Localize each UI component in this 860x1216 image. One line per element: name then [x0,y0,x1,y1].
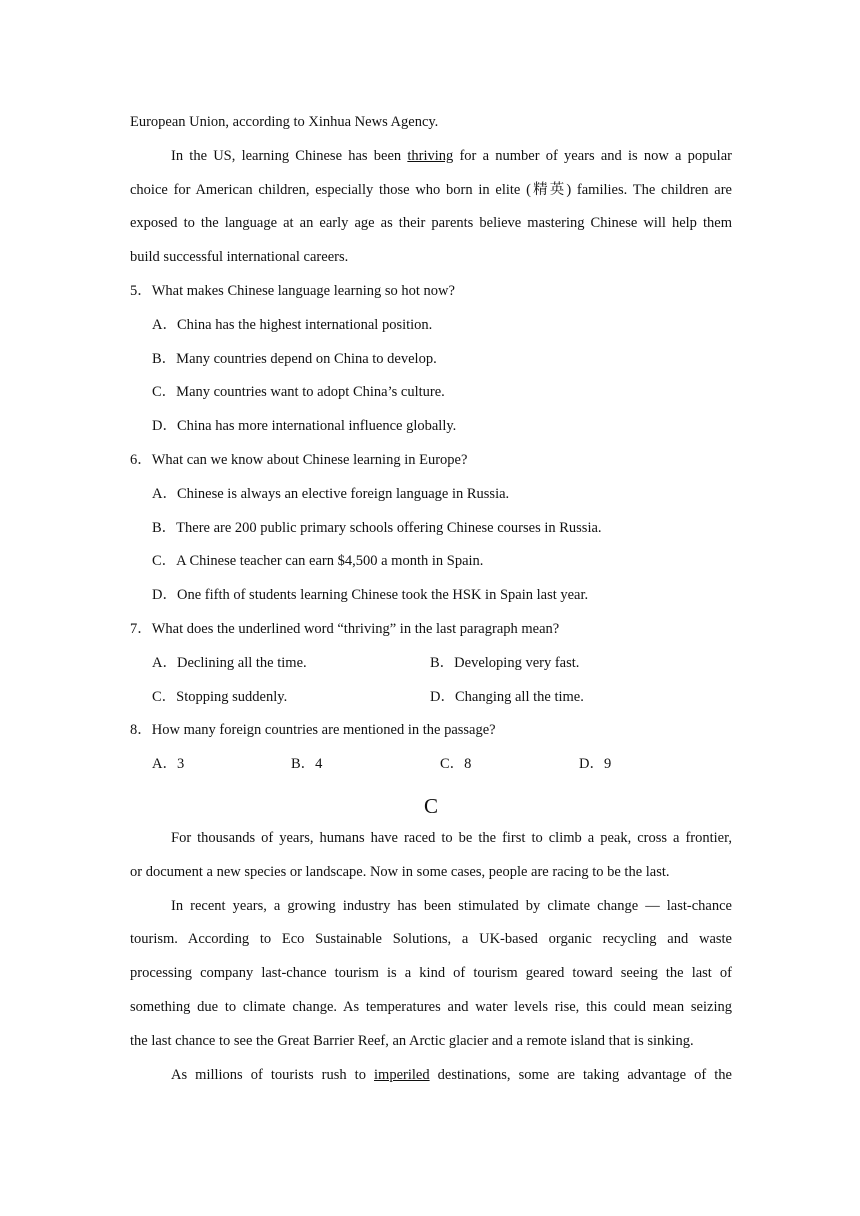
question-6-option-a: A．Chinese is always an elective foreign language in Russia. [152,485,510,502]
question-7-option-b: B．Developing very fast. [430,654,580,671]
passage-b-paragraph-line: exposed to the language at an early age as their parents believe mastering Chinese will help them [130,215,732,232]
question-7-option-c: C．Stopping suddenly. [152,688,288,705]
question-6-stem: 6．What can we know about Chinese learning in Europe? [130,451,468,468]
question-5-option-c: C．Many countries want to adopt China’s culture. [152,384,445,401]
passage-c-paragraph-line: something due to climate change. As temperatures and water levels rise, this could mean seizing [130,998,732,1015]
question-8-option-a: A．3 [152,756,185,773]
question-7-options-row [130,683,732,717]
question-5-option-b: B．Many countries depend on China to develop. [152,350,437,367]
passage-c-paragraph-line: the last chance to see the Great Barrier Reef, an Arctic glacier and a remote island that is sinking. [130,1032,694,1049]
passage-b-paragraph-line [130,142,732,176]
passage-b-paragraph-line: build successful international careers. [130,249,349,266]
question-5-option-d: D．China has more international influence globally. [152,418,457,435]
question-6-option-d: D．One fifth of students learning Chinese took the HSK in Spain last year. [152,587,589,604]
exam-page [130,108,732,1094]
question-8-options-row [130,750,732,784]
question-8-option-d: D．9 [579,756,612,773]
question-7-options-row [130,649,732,683]
question-7-option-a: A．Declining all the time. [152,654,307,671]
section-heading-c: C [423,793,438,818]
passage-c-paragraph-line: processing company last-chance tourism is a kind of tourism geared toward seeing the last of [130,965,732,982]
passage-c-paragraph-line: tourism. According to Eco Sustainable Solutions, a UK-based organic recycling and waste [130,931,732,948]
question-7-stem: 7．What does the underlined word “thriving” in the last paragraph mean? [130,620,560,637]
passage-c-paragraph-line: or document a new species or landscape. Now in some cases, people are racing to be the last. [130,863,670,880]
question-8-stem: 8．How many foreign countries are mentioned in the passage? [130,722,496,739]
passage-c-paragraph-line: In recent years, a growing industry has been stimulated by climate change — last-chance [171,897,732,914]
underlined-word-thriving: thriving [407,147,454,164]
passage-c-paragraph-line: For thousands of years, humans have raced to be the first to climb a peak, cross a frontier, [171,829,732,846]
question-7-option-d: D．Changing all the time. [430,688,584,705]
underlined-word-imperiled: imperiled [374,1066,430,1083]
question-5-stem: 5．What makes Chinese language learning so hot now? [130,282,455,299]
passage-b-line: European Union, according to Xinhua News Agency. [130,114,439,130]
text-span: In the US, learning Chinese has been [171,147,408,164]
passage-c-paragraph-line [130,1061,732,1095]
question-6-option-c: C．A Chinese teacher can earn $4,500 a month in Spain. [152,553,484,570]
passage-b-paragraph-line: choice for American children, especially those who born in elite (精英) families. The children are [130,181,732,198]
question-8-option-b: B．4 [291,756,323,773]
text-span: for a number of years and is now a popular [453,147,732,164]
question-8-option-c: C．8 [440,756,472,773]
question-5-option-a: A．China has the highest international position. [152,316,433,333]
text-span: destinations, some are taking advantage of the [429,1066,732,1083]
text-span: As millions of tourists rush to [171,1066,375,1083]
question-6-option-b: B．There are 200 public primary schools offering Chinese courses in Russia. [152,519,602,536]
